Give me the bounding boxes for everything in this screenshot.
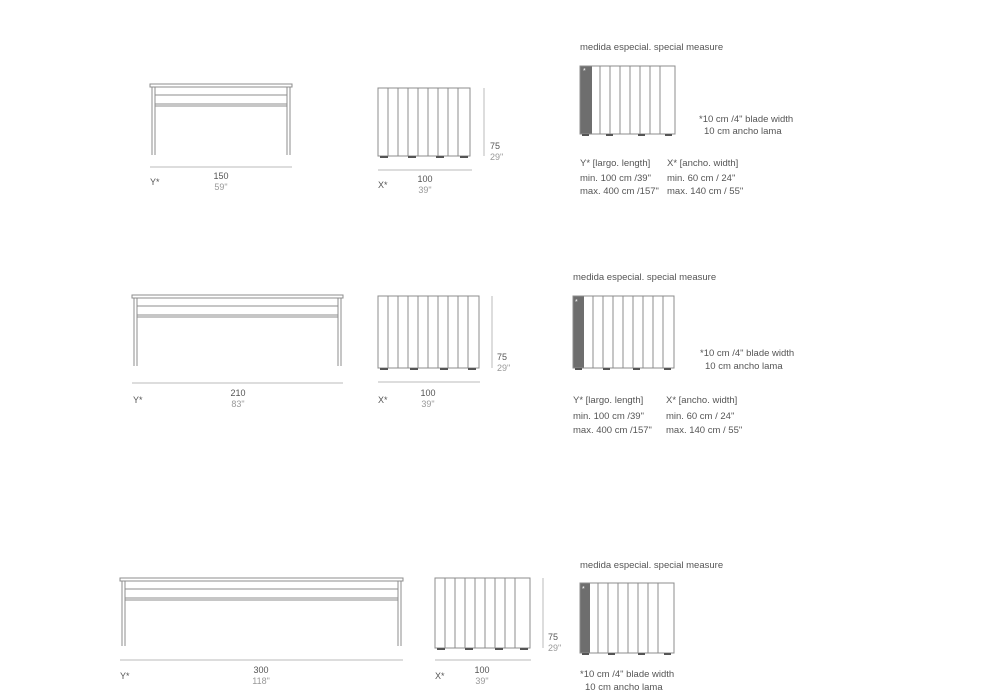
height-in: 29" bbox=[497, 363, 511, 373]
asterisk-icon: * bbox=[583, 68, 586, 75]
special-measure-title: medida especial. special measure bbox=[580, 560, 724, 571]
blade-width-es: 10 cm ancho lama bbox=[704, 126, 782, 137]
x-range-max: max. 140 cm / 55" bbox=[666, 425, 743, 436]
height-cm: 75 bbox=[490, 141, 501, 151]
blade-width-en: *10 cm /4" blade width bbox=[580, 669, 675, 680]
x-range-min: min. 60 cm / 24" bbox=[667, 173, 736, 184]
x-range-max: max. 140 cm / 55" bbox=[667, 186, 744, 197]
length-in: 83" bbox=[231, 399, 245, 409]
x-range-title: X* [ancho. width] bbox=[667, 158, 739, 169]
asterisk-icon: * bbox=[575, 299, 578, 306]
length-cm: 150 bbox=[213, 171, 229, 181]
width-in: 39" bbox=[475, 676, 489, 686]
length-in: 118" bbox=[252, 676, 270, 686]
length-in: 59" bbox=[214, 182, 228, 192]
y-range-title: Y* [largo. length] bbox=[573, 395, 644, 406]
blade-width-es: 10 cm ancho lama bbox=[705, 361, 783, 372]
x-label: X* bbox=[435, 671, 445, 681]
x-range-min: min. 60 cm / 24" bbox=[666, 411, 735, 422]
y-label: Y* bbox=[133, 395, 143, 405]
y-range-max: max. 400 cm /157" bbox=[573, 425, 652, 436]
y-range-min: min. 100 cm /39" bbox=[580, 173, 651, 184]
blade-width-en: *10 cm /4" blade width bbox=[700, 348, 795, 359]
x-label: X* bbox=[378, 395, 388, 405]
y-label: Y* bbox=[150, 177, 160, 187]
asterisk-icon: * bbox=[582, 586, 585, 593]
width-cm: 100 bbox=[420, 388, 436, 398]
height-in: 29" bbox=[548, 643, 562, 653]
length-cm: 210 bbox=[230, 388, 246, 398]
width-cm: 100 bbox=[417, 174, 433, 184]
height-in: 29" bbox=[490, 152, 504, 162]
y-range-title: Y* [largo. length] bbox=[580, 158, 651, 169]
blade-width-en: *10 cm /4" blade width bbox=[699, 114, 794, 125]
y-label: Y* bbox=[120, 671, 130, 681]
y-range-max: max. 400 cm /157" bbox=[580, 186, 659, 197]
length-cm: 300 bbox=[253, 665, 269, 675]
width-in: 39" bbox=[421, 399, 435, 409]
x-label: X* bbox=[378, 180, 388, 190]
y-range-min: min. 100 cm /39" bbox=[573, 411, 644, 422]
special-measure-title: medida especial. special measure bbox=[573, 272, 717, 283]
height-cm: 75 bbox=[548, 632, 559, 642]
blade-width-es: 10 cm ancho lama bbox=[585, 682, 663, 693]
x-range-title: X* [ancho. width] bbox=[666, 395, 738, 406]
width-cm: 100 bbox=[474, 665, 490, 675]
height-cm: 75 bbox=[497, 352, 508, 362]
width-in: 39" bbox=[418, 185, 432, 195]
special-measure-title: medida especial. special measure bbox=[580, 42, 724, 53]
